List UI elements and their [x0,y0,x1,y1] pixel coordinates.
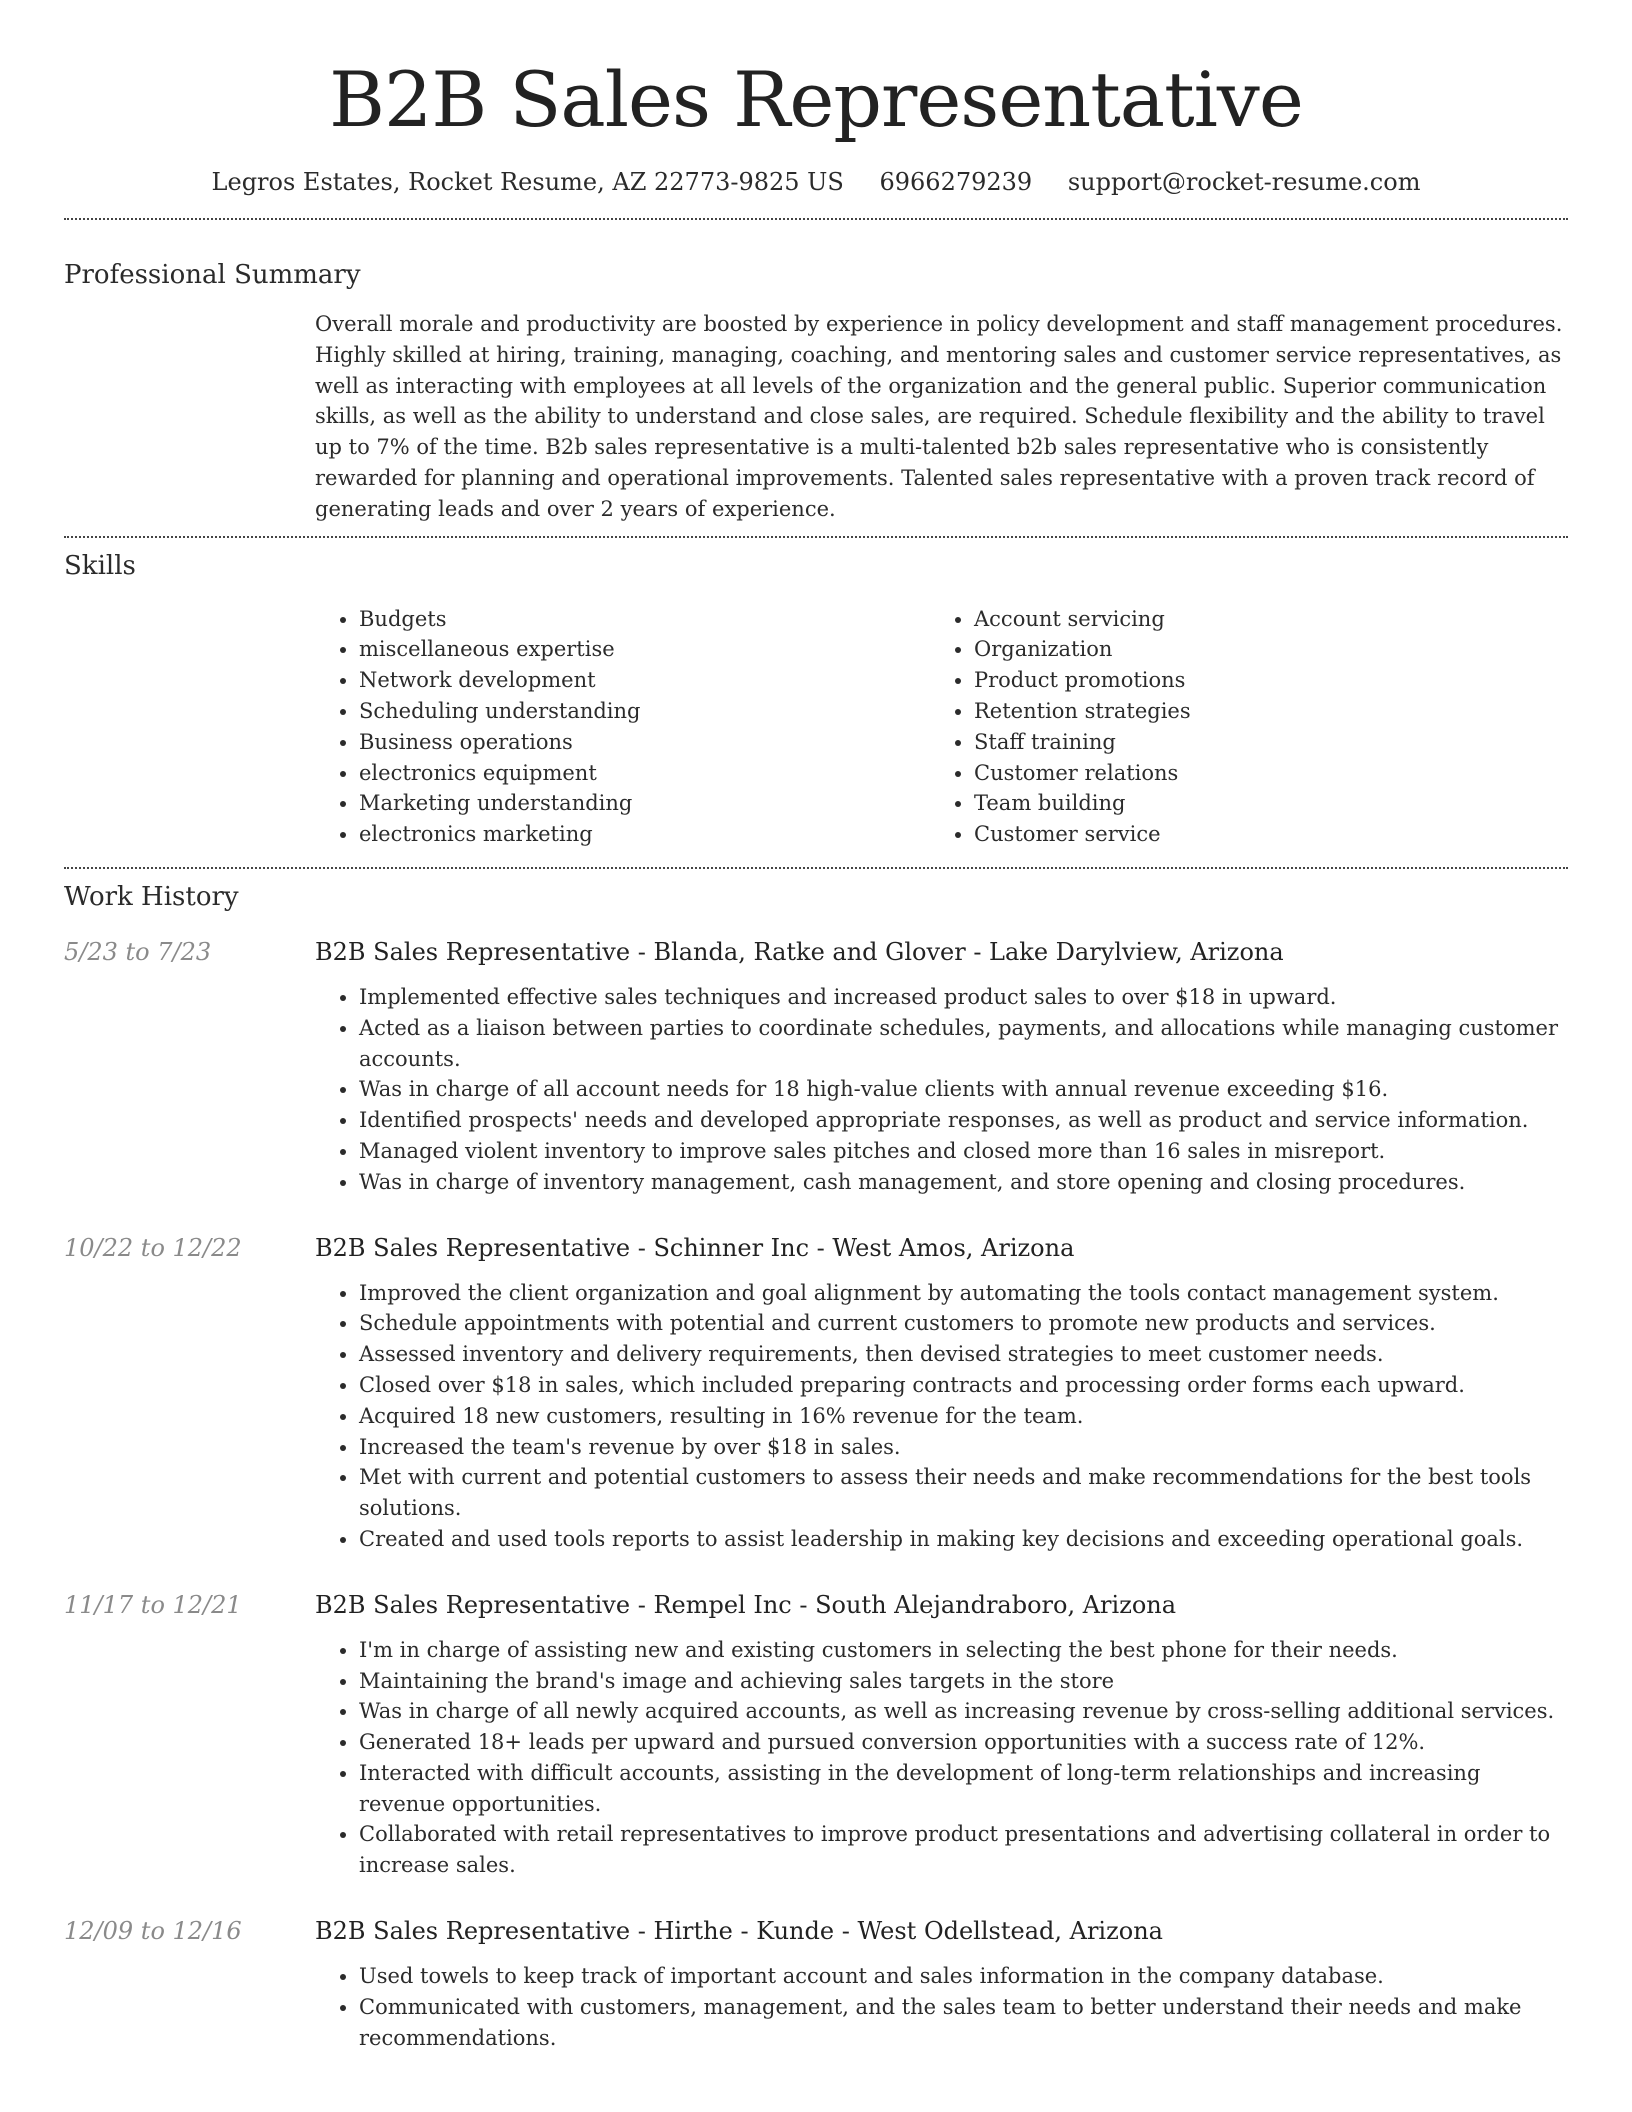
job-bullet: • Communicated with customers, management, and the sales team to better understand their needs and make recommendations. [359,1992,1568,2054]
job-bullet: • Met with current and potential customers to assess their needs and make recommendations for the best tools solutions. [359,1462,1568,1524]
job-title: B2B Sales Representative - Schinner Inc - West Amos, Arizona [315,1233,1075,1262]
job-bullet: • Improved the client organization and goal alignment by automating the tools contact management system. [359,1278,1568,1309]
job-bullets [315,1961,1568,2053]
job-bullets [315,982,1568,1198]
job-title: B2B Sales Representative - Rempel Inc - South Alejandraboro, Arizona [315,1590,1177,1619]
job-dates: 12/09 to 12/16 [64,1917,242,1946]
job-entry [64,936,1568,1198]
job-entry [64,1232,1568,1555]
job-bullet: • Acquired 18 new customers, resulting in 16% revenue for the team. [359,1401,1568,1432]
job-bullet: • Schedule appointments with potential and current customers to promote new products and services. [359,1308,1568,1339]
skill-item: • Retention strategies [974,696,1545,727]
job-entry [64,1915,1568,2053]
skill-item: • Account servicing [974,604,1545,635]
skill-item: • Staff training [974,727,1545,758]
contact-address: Legros Estates, Rocket Resume, AZ 22773-9825 US [211,168,844,196]
job-bullet: • Closed over $18 in sales, which included preparing contracts and processing order forms each upward. [359,1370,1568,1401]
job-body [315,1589,1568,1881]
contact-phone: 6966279239 [879,168,1033,196]
job-dates: 11/17 to 12/21 [64,1590,242,1619]
job-bullet: • Managed violent inventory to improve sales pitches and closed more than 16 sales in misreport. [359,1136,1568,1167]
resume-name: B2B Sales Representative [329,55,1303,144]
summary-divider [64,536,1568,538]
skill-item: • Product promotions [974,665,1545,696]
job-bullet: • Assessed inventory and delivery requirements, then devised strategies to meet customer needs. [359,1339,1568,1370]
job-bullet: • Generated 18+ leads per upward and pursued conversion opportunities with a success rate of 12%. [359,1727,1568,1758]
skill-item: • electronics marketing [359,819,930,850]
skill-item: • miscellaneous expertise [359,634,930,665]
summary-heading: Professional Summary [64,260,361,290]
skill-item: • electronics equipment [359,758,930,789]
job-bullet: • Identified prospects' needs and developed appropriate responses, as well as product and service information. [359,1105,1568,1136]
job-bullet: • Collaborated with retail representatives to improve product presentations and advertising collateral in order to increase sales. [359,1819,1568,1881]
job-bullet: • Maintaining the brand's image and achieving sales targets in the store [359,1666,1568,1697]
skill-item: • Business operations [359,727,930,758]
skill-item: • Customer relations [974,758,1545,789]
job-bullet: • Implemented effective sales techniques and increased product sales to over $18 in upward. [359,982,1568,1013]
job-bullet: • Increased the team's revenue by over $18 in sales. [359,1432,1568,1463]
job-bullet: • Was in charge of inventory management, cash management, and store opening and closing procedures. [359,1167,1568,1198]
skill-item: • Marketing understanding [359,788,930,819]
contact-line [64,166,1568,198]
work-heading: Work History [64,881,239,912]
skills-list [315,604,1568,850]
job-body [315,936,1568,1198]
job-dates: 10/22 to 12/22 [64,1233,242,1262]
job-bullets [315,1635,1568,1881]
skill-item: • Network development [359,665,930,696]
skills-divider [64,867,1568,869]
skill-item: • Team building [974,788,1545,819]
contact-email: support@rocket-resume.com [1067,168,1421,196]
job-bullet: • I'm in charge of assisting new and existing customers in selecting the best phone for their needs. [359,1635,1568,1666]
skills-column-left [315,604,930,850]
job-body [315,1232,1568,1555]
job-title: B2B Sales Representative - Hirthe - Kunde - West Odellstead, Arizona [315,1917,1163,1946]
job-bullet: • Acted as a liaison between parties to coordinate schedules, payments, and allocations while managing customer accounts. [359,1013,1568,1075]
job-bullet: • Interacted with difficult accounts, assisting in the development of long-term relationships and increasing revenue opportunities. [359,1758,1568,1820]
job-bullet: • Was in charge of all newly acquired accounts, as well as increasing revenue by cross-selling additional services. [359,1696,1568,1727]
job-title: B2B Sales Representative - Blanda, Ratke and Glover - Lake Darylview, Arizona [315,937,1284,966]
job-dates: 5/23 to 7/23 [64,937,212,966]
job-entry [64,1589,1568,1881]
job-bullets [315,1278,1568,1555]
job-body [315,1915,1568,2053]
skills-column-right [930,604,1545,850]
skill-item: • Organization [974,634,1545,665]
skill-item: • Scheduling understanding [359,696,930,727]
resume-page [64,0,1568,2053]
header-divider [64,218,1568,220]
job-bullet: • Was in charge of all account needs for 18 high-value clients with annual revenue exceeding $16. [359,1074,1568,1105]
skills-heading: Skills [64,550,136,581]
skill-item: • Budgets [359,604,930,635]
job-bullet: • Created and used tools reports to assist leadership in making key decisions and exceeding operational goals. [359,1524,1568,1555]
summary-text: Overall morale and productivity are boosted by experience in policy development and staff management procedures. Highly skilled at hiring, training, managing, coaching, and mentoring sales and customer service representatives, as well as interacting with employees at all levels of the organization and the general public. Superior communication skills, as well as the ability to understand and close sales, are required. Schedule flexibility and the ability to travel up to 7% of the time. B2b sales representative is a multi-talented b2b sales representative who is consistently rewarded for planning and operational improvements. Talented sales representative with a proven track record of generating leads and over 2 years of experience. [315,312,1563,521]
job-bullet: • Used towels to keep track of important account and sales information in the company database. [359,1961,1568,1992]
skill-item: • Customer service [974,819,1545,850]
